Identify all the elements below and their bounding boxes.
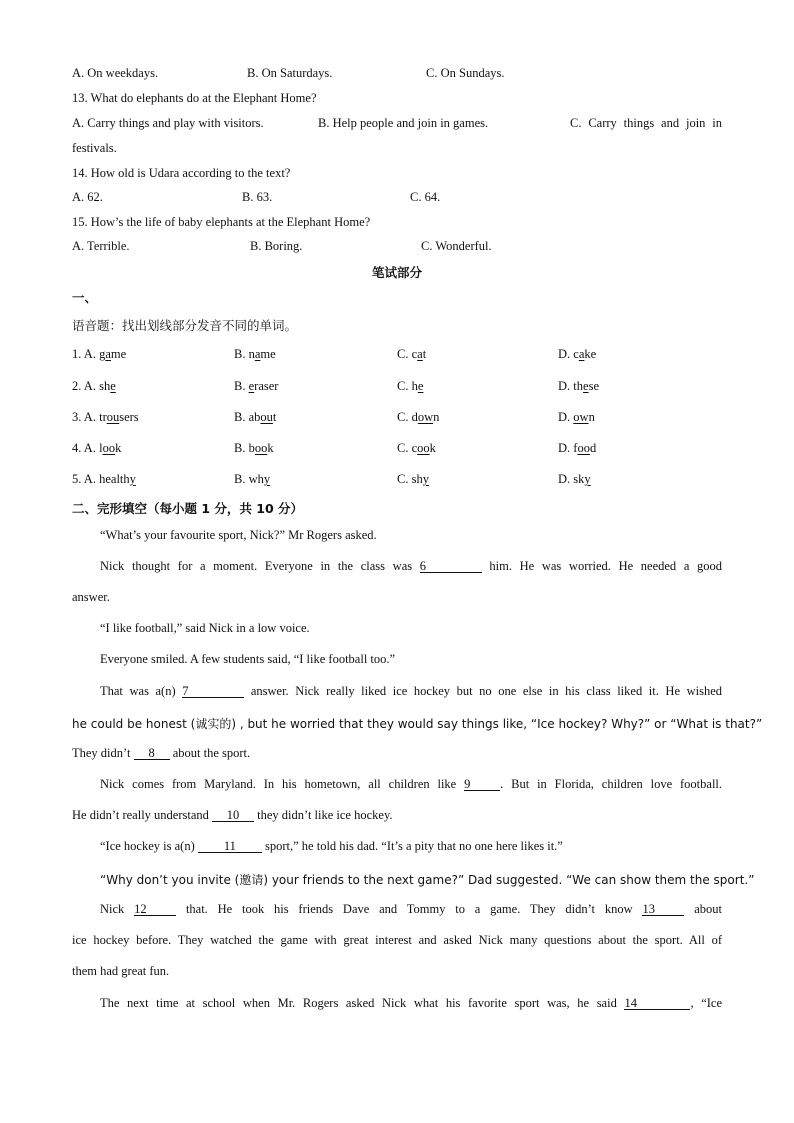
cloze-text: The next time at school when Mr. Rogers asked Nick what his favorite sport was, he said [100,996,617,1010]
part2-heading: 二、完形填空（每小题 1 分，共 10 分） [72,501,304,516]
blank-12[interactable]: 12 [134,903,176,916]
cloze-line-6a [100,777,722,792]
phonetics-option-4-C: C. cook [397,441,436,455]
q15-option-a: A. Terrible. [72,239,130,253]
blank-11[interactable]: 11 [198,840,262,853]
phonetics-option-2-A: 2. A. she [72,379,116,393]
q13-option-a: A. Carry things and play with visitors. [72,116,264,130]
cloze-paragraph-3: “I like football,” said Nick in a low voice. [100,621,310,635]
cloze-line-9b: ice hockey before. They watched the game with great interest and asked Nick many questions about the sport. All of [72,933,722,947]
cloze-text: about [694,902,723,916]
phonetics-option-4-D: D. food [558,441,597,455]
underlined-letters: e [248,379,255,393]
cloze-line-5a [100,684,722,699]
cloze-line-7 [100,839,724,854]
underlined-letters: oo [577,441,590,455]
underlined-letters: oo [254,441,268,455]
part1-heading: 一、 [72,290,98,305]
cloze-text: Nick thought for a moment. Everyone in the class was [100,559,413,573]
cloze-text: , “Ice [690,996,723,1010]
cloze-line-9c: them had great fun. [72,964,170,978]
cloze-text: Nick comes from Maryland. In his hometown, all children like [100,777,457,791]
underlined-letters: ow [417,410,434,424]
q12-option-a: A. On weekdays. [72,66,159,80]
phonetics-option-5-B: B. why [234,472,271,486]
underlined-letters: oo [102,441,116,455]
blank-6[interactable]: 6 [420,560,482,573]
cloze-line-6b [72,808,724,823]
phonetics-option-2-B: B. eraser [234,379,279,393]
q12-option-c: C. On Sundays. [426,66,505,80]
phonetics-option-5-C: C. shy [397,472,429,486]
q12-option-b: B. On Saturdays. [247,66,333,80]
cloze-line-2b: answer. [72,590,110,604]
q13-option-c-wrap: festivals. [72,141,117,155]
blank-10[interactable]: 10 [212,809,254,822]
blank-7[interactable]: 7 [182,685,244,698]
phonetics-option-1-B: B. name [234,347,276,361]
phonetics-option-4-B: B. book [234,441,274,455]
cloze-line-9a [100,902,722,917]
q15-question: 15. How’s the life of baby elephants at the Elephant Home? [72,215,371,229]
underlined-letters: y [263,472,271,486]
blank-8[interactable]: 8 [134,747,170,760]
q14-option-c: C. 64. [410,190,441,204]
cloze-text: They didn’t [72,746,131,760]
phonetics-option-1-C: C. cat [397,347,427,361]
cloze-text: sport,” he told his dad. “It’s a pity that no one here likes it.” [265,839,563,853]
cloze-text: about the sport. [172,746,251,760]
underlined-letters: y [422,472,429,486]
cloze-line-10 [100,996,722,1011]
blank-14[interactable]: 14 [624,997,690,1010]
cloze-text: . But in Florida, children love football. [500,777,723,791]
underlined-letters: ou [106,410,120,424]
phonetics-option-3-B: B. about [234,410,277,424]
phonetics-option-1-D: D. cake [558,347,597,361]
phonetics-option-5-D: D. sky [558,472,591,486]
phonetics-option-1-A: 1. A. game [72,347,127,361]
phonetics-option-2-C: C. he [397,379,424,393]
cloze-text: Nick [100,902,125,916]
underlined-letters: e [417,379,424,393]
cloze-text: him. He was worried. He needed a good [489,559,723,573]
underlined-letters: ou [260,410,273,424]
q13-option-c: C. Carry things and join in [570,116,722,130]
phonetics-option-5-A: 5. A. healthy [72,472,136,486]
phonetics-option-3-D: D. own [558,410,595,424]
underlined-letters: a [105,347,111,361]
blank-13[interactable]: 13 [642,903,684,916]
cloze-text: “Ice hockey is a(n) [100,839,195,853]
part1-instruction: 语音题：找出划线部分发音不同的单词。 [72,318,298,333]
phonetics-option-2-D: D. these [558,379,599,393]
q14-question: 14. How old is Udara according to the text? [72,166,291,180]
cloze-text: that. He took his friends Dave and Tommy to a game. They didn’t know [185,902,633,916]
written-section-title: 笔试部分 [371,265,422,280]
q14-option-a: A. 62. [72,190,103,204]
underlined-letters: a [254,347,261,361]
cloze-text: they didn’t like ice hockey. [257,808,393,822]
phonetics-option-4-A: 4. A. look [72,441,122,455]
underlined-letters: a [417,347,423,361]
phonetics-option-3-A: 3. A. trousers [72,410,139,424]
cloze-line-2a [100,559,722,574]
cloze-text: That was a(n) [100,684,176,698]
underlined-letters: a [578,347,585,361]
q14-option-b: B. 63. [242,190,273,204]
q15-option-c: C. Wonderful. [421,239,492,253]
blank-9[interactable]: 9 [464,778,500,791]
cloze-paragraph-1: “What’s your favourite sport, Nick?” Mr Rogers asked. [100,528,377,542]
underlined-letters: y [129,472,136,486]
underlined-letters: e [583,379,589,393]
cloze-text: answer. Nick really liked ice hockey but no one else in his class liked it. He wished [250,684,723,698]
phonetics-option-3-C: C. down [397,410,440,424]
q13-question: 13. What do elephants do at the Elephant Home? [72,91,317,105]
cloze-paragraph-8: “Why don’t you invite (邀请) your friends to the next game?” Dad suggested. “We can show them the sport.” [100,873,755,887]
cloze-text: He didn’t really understand [72,808,209,822]
underlined-letters: e [110,379,116,393]
cloze-line-5b: he could be honest (诚实的) , but he worried that they would say things like, “Ice hockey? Why?” or “What is that?” [72,717,763,731]
q15-option-b: B. Boring. [250,239,303,253]
cloze-line-5c [72,746,724,761]
underlined-letters: ow [573,410,589,424]
q13-option-b: B. Help people and join in games. [318,116,489,130]
cloze-paragraph-4: Everyone smiled. A few students said, “I like football too.” [100,652,396,666]
underlined-letters: oo [417,441,430,455]
underlined-letters: y [584,472,591,486]
